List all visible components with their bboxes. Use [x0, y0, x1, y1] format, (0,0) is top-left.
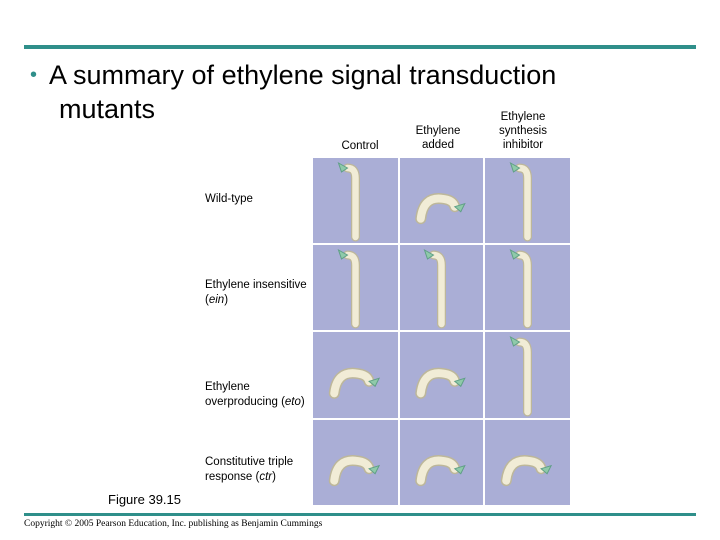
column-header-synthesis-inhibitor: [488, 110, 558, 152]
figure-label: Figure 39.15: [108, 492, 181, 507]
row-label-wild-type: [205, 192, 253, 207]
row-label-gene: ein: [208, 294, 225, 306]
row-label-line: Constitutive triple: [205, 456, 294, 468]
column-header-control: [328, 139, 392, 153]
top-rule: [24, 45, 696, 49]
row-label-line: Ethylene: [205, 381, 250, 393]
straight-seedling-icon: [313, 245, 398, 330]
hooked-seedling-icon: [400, 420, 483, 505]
column-header-line: added: [422, 139, 454, 151]
row-label-prefix: response (: [205, 471, 260, 483]
row-label-text: Wild-type: [205, 193, 253, 205]
column-header-line: synthesis: [499, 125, 547, 137]
title-line-2: mutants: [59, 94, 156, 124]
column-header-line: Control: [341, 140, 379, 152]
row-label-suffix: ): [224, 294, 229, 306]
column-header-ethylene-added: [406, 124, 470, 152]
row-label-ctr: [205, 455, 293, 485]
column-header-line: Ethylene: [415, 125, 461, 137]
row-label-ein: [205, 278, 307, 308]
column-header-line: Ethylene: [500, 111, 546, 123]
straight-seedling-icon: [485, 158, 570, 243]
bullet: •: [30, 64, 38, 86]
bottom-rule: [24, 513, 696, 516]
copyright-text: Copyright © 2005 Pearson Education, Inc. publishing as Benjamin Cummings: [24, 519, 323, 529]
straight-seedling-icon: [313, 158, 398, 243]
row-label-line: [205, 470, 293, 485]
row-label-gene: ctr: [259, 471, 273, 483]
row-label-suffix: ): [272, 471, 276, 483]
seedling-grid: [313, 158, 570, 505]
row-label-suffix: ): [300, 396, 305, 408]
straight-seedling-icon: [485, 332, 570, 418]
row-label-prefix: (: [205, 294, 209, 306]
row-label-line: [205, 395, 305, 410]
row-label-eto: [205, 380, 305, 410]
straight-seedling-icon: [400, 245, 483, 330]
hooked-seedling-icon: [485, 420, 570, 505]
row-label-prefix: overproducing (: [205, 396, 285, 408]
hooked-seedling-icon: [313, 420, 398, 505]
straight-seedling-icon: [485, 245, 570, 330]
hooked-seedling-icon: [400, 158, 483, 243]
slide-title: [30, 60, 670, 125]
column-header-line: inhibitor: [502, 139, 544, 151]
row-label-gene: eto: [284, 396, 301, 408]
title-line-1: A summary of ethylene signal transduction: [49, 60, 557, 90]
row-label-line: Ethylene insensitive: [205, 279, 307, 291]
row-label-line: [205, 293, 307, 308]
hooked-seedling-icon: [313, 332, 398, 418]
hooked-seedling-icon: [400, 332, 483, 418]
